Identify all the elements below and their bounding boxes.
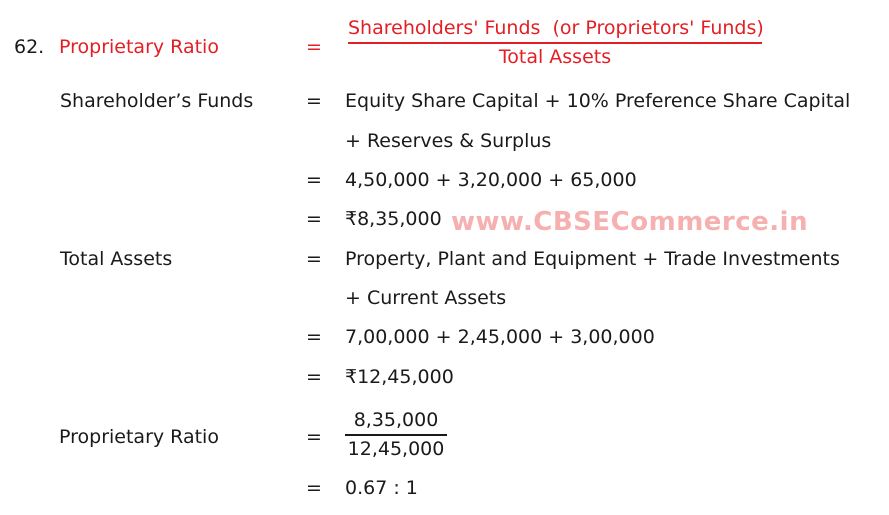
equals-sign: = <box>306 169 322 191</box>
question-number: 62. <box>14 36 45 58</box>
formula-numerator: Shareholders' Funds (or Proprietors' Funds) <box>348 17 764 39</box>
fraction-bar <box>348 42 762 44</box>
equals-sign: = <box>306 326 322 348</box>
shareholders-funds-formula-line2: + Reserves & Surplus <box>345 130 552 152</box>
total-assets-result: ₹12,45,000 <box>345 366 454 388</box>
watermark: www.CBSECommerce.in <box>451 207 809 237</box>
ratio-label: Proprietary Ratio <box>59 426 219 448</box>
total-assets-label: Total Assets <box>60 248 173 270</box>
equals-sign: = <box>306 426 322 448</box>
formula-fraction <box>348 16 762 69</box>
ratio-numerator: 8,35,000 <box>353 409 439 431</box>
equals-sign: = <box>306 208 322 230</box>
question-title: Proprietary Ratio <box>59 36 219 58</box>
equals-sign: = <box>306 248 322 270</box>
shareholders-funds-values: 4,50,000 + 3,20,000 + 65,000 <box>345 169 637 191</box>
equals-sign: = <box>306 90 322 112</box>
ratio-denominator: 12,45,000 <box>347 437 445 460</box>
ratio-result: 0.67 : 1 <box>345 477 418 499</box>
shareholders-funds-result: ₹8,35,000 <box>345 208 442 230</box>
fraction-bar <box>345 434 447 436</box>
ratio-fraction <box>345 408 447 461</box>
equals-sign: = <box>306 36 322 58</box>
equals-sign: = <box>306 477 322 499</box>
total-assets-values: 7,00,000 + 2,45,000 + 3,00,000 <box>345 326 655 348</box>
formula-denominator: Total Assets <box>498 45 612 68</box>
equals-sign: = <box>306 366 322 388</box>
shareholders-funds-formula-line1: Equity Share Capital + 10% Preference Share Capital <box>345 90 851 112</box>
shareholders-funds-label: Shareholder’s Funds <box>60 90 254 112</box>
total-assets-formula-line1: Property, Plant and Equipment + Trade Investments <box>345 248 840 270</box>
total-assets-formula-line2: + Current Assets <box>345 287 507 309</box>
